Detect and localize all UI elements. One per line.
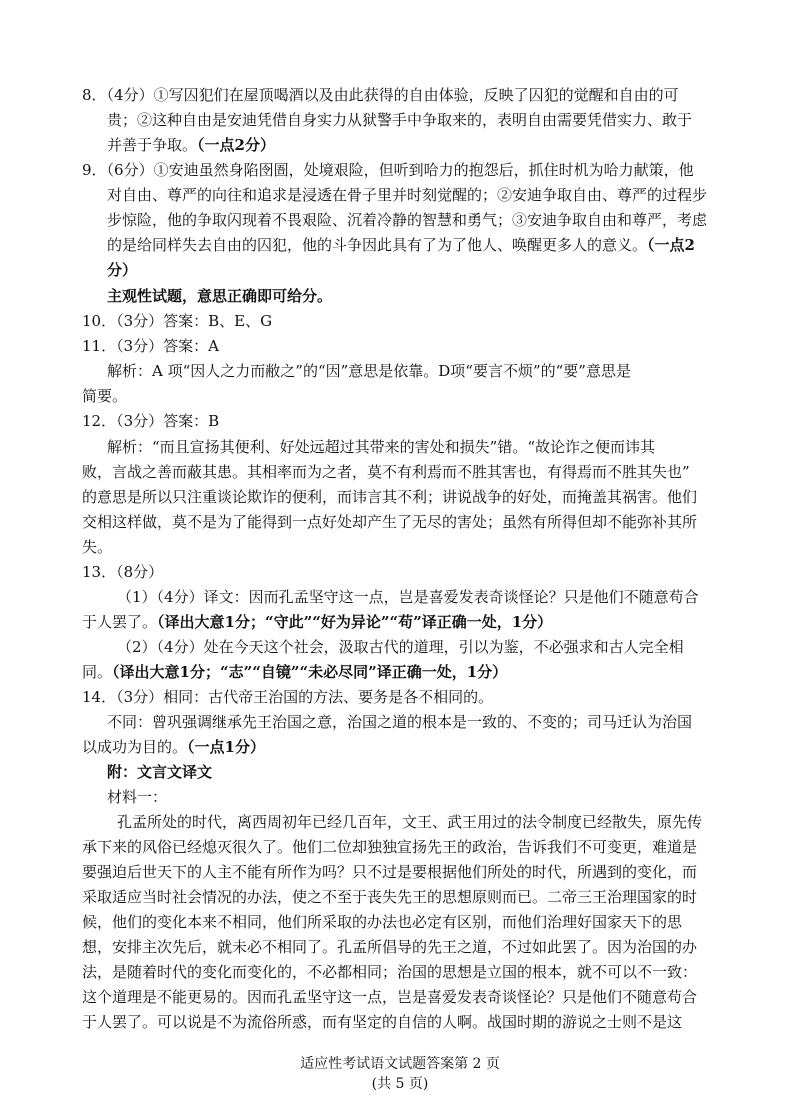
- appendix-line: 要强迫后世天下的人主不能有所作为吗？只不过是要根据他们所处的时代，所遇到的变化，而: [82, 863, 698, 881]
- q12-line-6: 失。: [82, 538, 113, 556]
- appendix-title: 附：文言文译文: [107, 763, 213, 781]
- appendix-line: 想，安排主次先后，就未必不相同了。孔孟所倡导的先王之道，不过如此罢了。因为治国的办: [82, 938, 698, 956]
- q9-line-3: 步惊险，他的争取闪现着不畏艰险、沉着冷静的智慧和勇气；③安迪争取自由和尊严，考虑: [107, 211, 708, 229]
- q13-line-5: [82, 662, 507, 682]
- q9-grading-note: 主观性试题，意思正确即可给分。: [107, 287, 333, 305]
- q14-line-3: [82, 737, 265, 757]
- appendix-line: 承下来的风俗已经熄灭很久了。他们二位却独独宣扬先王的政治，告诉我们不可变更，难道是: [82, 838, 698, 856]
- q12-line-4: 的意思是所以只注重谈论欺诈的便利，而讳言其不利；讲说战争的好处，而掩盖其祸害。他们: [82, 488, 698, 506]
- q12-line-2: 解析：“而且宣扬其便利、好处远超过其带来的害处和损失”错。“故论诈之便而讳其: [107, 438, 656, 456]
- q9-line-4-text: 的是给同样失去自由的囚犯，他的斗争因此具有了为了他人、唤醒更多人的意义。: [107, 236, 648, 254]
- q13-line-3: [82, 612, 552, 632]
- q9-line-5: 分）: [107, 261, 138, 279]
- q11-line-2: 解析：A 项“因人之力而敝之”的“因”意思是依靠。D项“要言不烦”的“要”意思是: [107, 362, 631, 380]
- q11-line-1: 11．（3分）答案：A: [82, 337, 219, 355]
- q14-line-3-text: 以成功为目的。: [82, 738, 188, 756]
- q13-line-2: （1）（4分）译文：因而孔孟坚守这一点，岂是喜爱发表奇谈怪论？只是他们不随意苟合: [117, 588, 699, 606]
- q10-line-1: 10．（3分）答案：B、E、G: [82, 312, 273, 330]
- appendix-line: 采取适应当时社会情况的办法，使之不至于丧失先王的思想原则而已。二帝三王治理国家的时: [82, 888, 698, 906]
- q13-line-4: （2）（4分）处在今天这个社会，汲取古代的道理，引以为鉴，不必强求和古人完全相: [117, 638, 684, 656]
- q13-line-1: 13．（8分）: [82, 563, 164, 581]
- q12-line-1: 12．（3分）答案：B: [82, 412, 220, 430]
- appendix-line: 法，是随着时代的变化而变化的，不必都相同；治国的思想是立国的根本，就不可以不一致：: [82, 963, 698, 981]
- q8-score-note: （一点2分）: [197, 136, 275, 154]
- q9-line-4: [107, 235, 695, 255]
- q8-line-3: [107, 135, 275, 155]
- appendix-line: 于人罢了。可以说是不为流俗所惑，而有坚定的自信的人啊。战国时期的游说之士则不是这: [82, 1013, 683, 1031]
- q12-line-5: 交相这样做，莫不是为了能得到一点好处却产生了无尽的害处；虽然有所得但却不能弥补其所: [82, 513, 698, 531]
- q11-line-3: 简要。: [82, 387, 128, 405]
- q8-line-1: 8．（4分）①写囚犯们在屋顶喝酒以及由此获得的自由体验，反映了囚犯的觉醒和自由的可: [82, 86, 679, 104]
- q14-score-note: （一点1分）: [187, 738, 265, 756]
- q9-score-note: （一点2: [647, 236, 695, 254]
- q13-line-3-text: 于人罢了。: [82, 613, 158, 631]
- q12-line-3: 败，言战之善而蔽其患。其相率而为之者，莫不有利焉而不胜其害也，有得焉而不胜其失也”: [82, 463, 690, 481]
- page-footer-count: (共 5 页): [371, 1076, 429, 1092]
- q13-2-score-note: （译出大意1分；“志”“自镜”“未必尽同”译正确一处，1分）: [112, 663, 508, 681]
- appendix-line: 孔孟所处的时代，离西周初年已经几百年，文王、武王用过的法令制度已经散失，原先传: [117, 813, 703, 831]
- q9-line-1: 9．（6分）①安迪虽然身陷囹圄，处境艰险，但听到哈力的抱怨后，抓住时机为哈力献策，他: [82, 161, 694, 179]
- page-footer-title: 适应性考试语文试题答案第 2 页: [300, 1056, 500, 1072]
- appendix-line: 这个道理是不能更易的。因而孔孟坚守这一点，岂是喜爱发表奇谈怪论？只是他们不随意苟合: [82, 988, 698, 1006]
- q14-line-2: 不同：曾巩强调继承先王治国之意，治国之道的根本是一致的、不变的；司马迁认为治国: [107, 713, 693, 731]
- appendix-material-label: 材料一：: [107, 788, 168, 806]
- q13-line-5-text: 同。: [82, 663, 113, 681]
- q8-line-2: 贵；②这种自由是安迪凭借自身实力从狱警手中争取来的，表明自由需要凭借实力、敢于: [107, 111, 693, 129]
- q13-1-score-note: （译出大意1分；“守此”“好为异论”“苟”译正确一处，1分）: [157, 613, 553, 631]
- q14-line-1: 14．（3分）相同：古代帝王治国的方法、要务是各不相同的。: [82, 688, 494, 706]
- appendix-line: 候，他们的变化本来不相同，他们所采取的办法也必定有区别，而他们治理好国家天下的思: [82, 913, 683, 931]
- q8-line-3-text: 并善于争取。: [107, 136, 198, 154]
- q9-line-2: 对自由、尊严的向往和追求是浸透在骨子里并时刻觉醒的；②安迪争取自由、尊严的过程步: [107, 186, 708, 204]
